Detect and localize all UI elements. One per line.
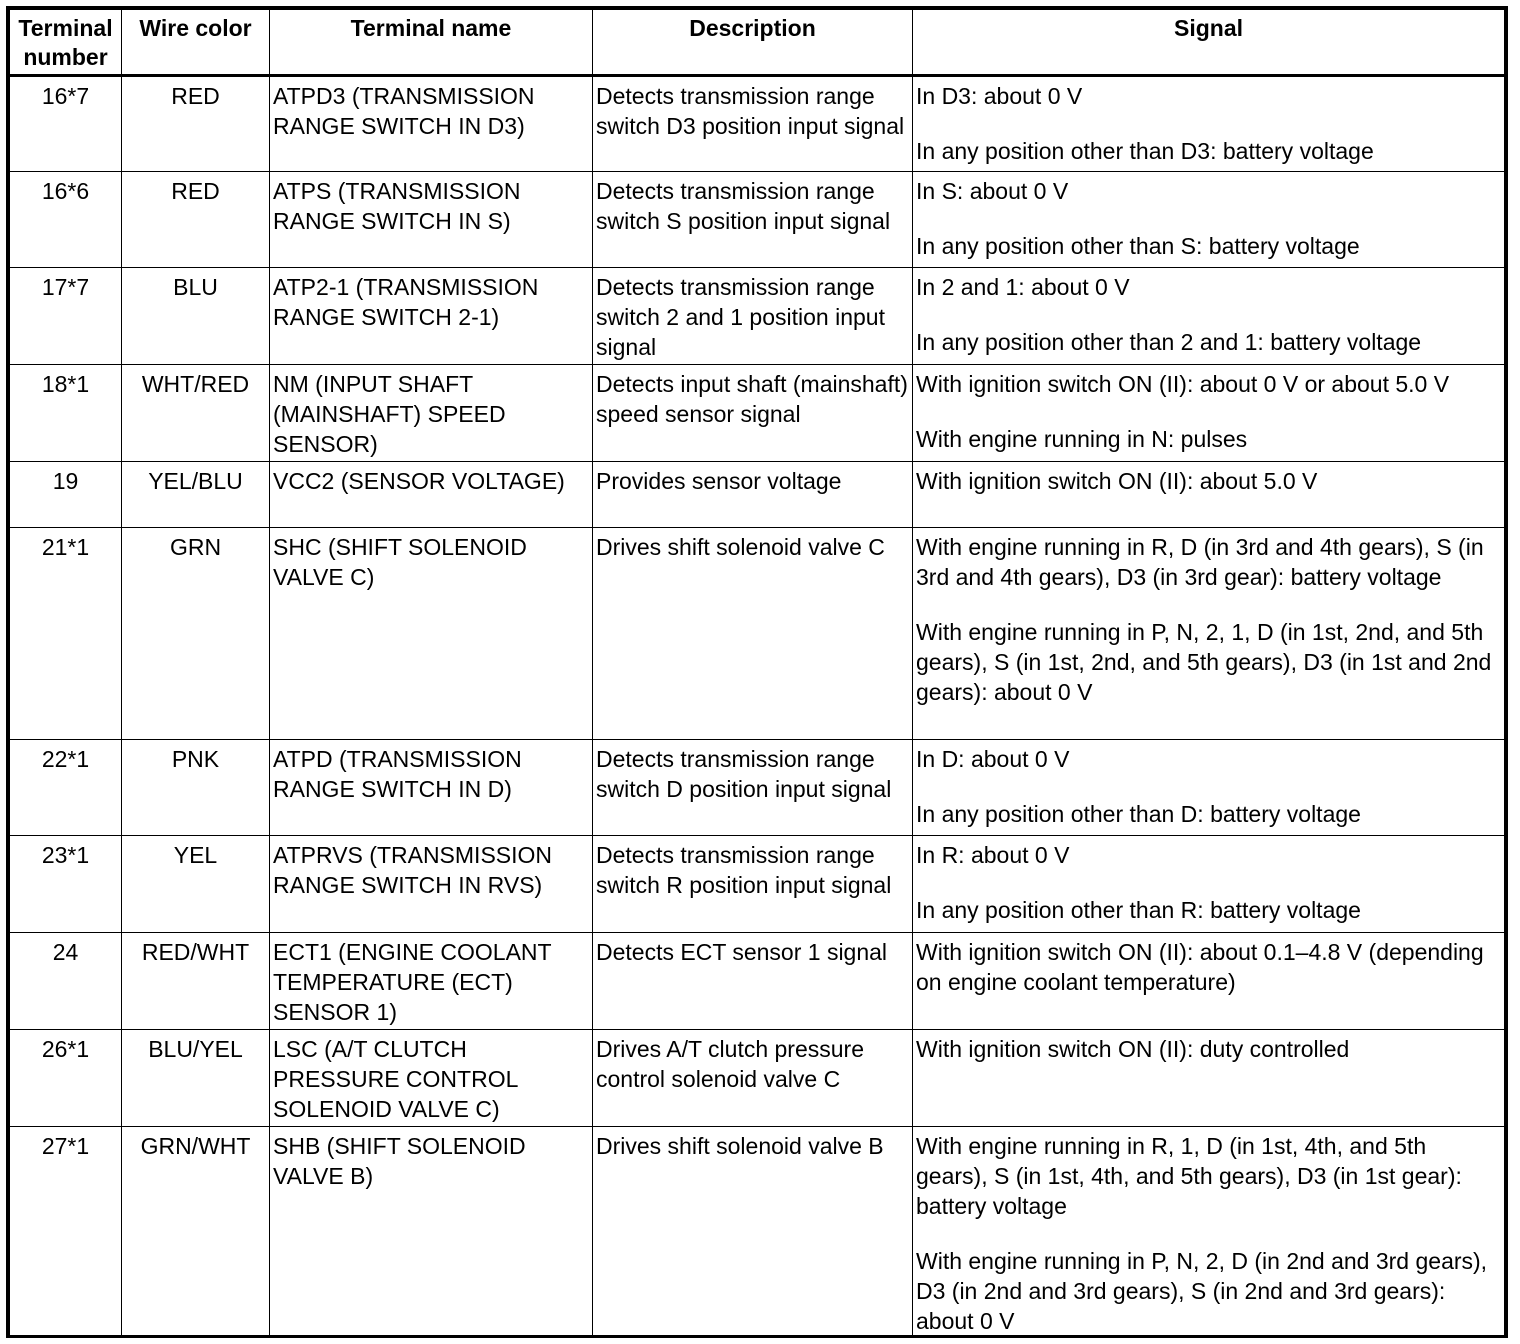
terminal-table-frame — [6, 6, 1508, 1338]
terminal-number-cell: 18*1 — [10, 365, 122, 462]
signal-line: In D: about 0 V — [916, 746, 1070, 772]
signal-line: In any position other than D: battery voltage — [916, 801, 1361, 827]
description-cell: Drives A/T clutch pressure control solenoid valve C — [593, 1030, 913, 1127]
signal-line: In any position other than R: battery voltage — [916, 897, 1361, 923]
wire-color-cell: GRN — [122, 528, 270, 740]
signal-line: With engine running in N: pulses — [916, 426, 1248, 452]
table-row — [10, 172, 1505, 268]
signal-cell — [913, 462, 1505, 528]
description-cell: Drives shift solenoid valve C — [593, 528, 913, 740]
signal-line: With engine running in P, N, 2, 1, D (in 1st, 2nd, and 5th gears), S (in 1st, 2nd, and 5th gears), D3 (in 1st and 2nd gears): about 0 V — [916, 619, 1492, 705]
wire-color-cell: PNK — [122, 740, 270, 836]
terminal-name-cell: ATPRVS (TRANSMISSION RANGE SWITCH IN RVS) — [270, 836, 593, 933]
terminal-number-cell: 26*1 — [10, 1030, 122, 1127]
signal-line: With engine running in P, N, 2, D (in 2nd and 3rd gears), D3 (in 2nd and 3rd gears), S (in 2nd and 3rd gears): about 0 V — [916, 1248, 1488, 1334]
table-row — [10, 462, 1505, 528]
signal-cell — [913, 1030, 1505, 1127]
terminal-table — [9, 9, 1505, 1338]
terminal-name-cell: ATPD3 (TRANSMISSION RANGE SWITCH IN D3) — [270, 76, 593, 172]
table-row — [10, 365, 1505, 462]
description-cell: Detects transmission range switch S position input signal — [593, 172, 913, 268]
signal-cell — [913, 740, 1505, 836]
table-row — [10, 528, 1505, 740]
terminal-number-cell: 22*1 — [10, 740, 122, 836]
terminal-number-cell: 16*6 — [10, 172, 122, 268]
terminal-name-cell: VCC2 (SENSOR VOLTAGE) — [270, 462, 593, 528]
table-row — [10, 1030, 1505, 1127]
wire-color-cell: GRN/WHT — [122, 1127, 270, 1339]
signal-line: With ignition switch ON (II): about 0 V or about 5.0 V — [916, 371, 1450, 397]
signal-line: In D3: about 0 V — [916, 83, 1083, 109]
wire-color-cell: RED — [122, 172, 270, 268]
terminal-number-cell: 27*1 — [10, 1127, 122, 1339]
description-cell: Drives shift solenoid valve B — [593, 1127, 913, 1339]
signal-line: In S: about 0 V — [916, 178, 1069, 204]
header-terminal-name: Terminal name — [270, 10, 593, 76]
signal-line: In 2 and 1: about 0 V — [916, 274, 1130, 300]
terminal-name-cell: LSC (A/T CLUTCH PRESSURE CONTROL SOLENOID VALVE C) — [270, 1030, 593, 1127]
table-row — [10, 76, 1505, 172]
terminal-name-cell: ATPS (TRANSMISSION RANGE SWITCH IN S) — [270, 172, 593, 268]
wire-color-cell: YEL — [122, 836, 270, 933]
signal-line: In any position other than D3: battery voltage — [916, 138, 1374, 164]
table-row — [10, 933, 1505, 1030]
header-description: Description — [593, 10, 913, 76]
wire-color-cell: RED — [122, 76, 270, 172]
signal-cell — [913, 172, 1505, 268]
signal-line: In any position other than S: battery voltage — [916, 233, 1360, 259]
signal-cell — [913, 1127, 1505, 1339]
description-cell: Detects transmission range switch 2 and 1 position input signal — [593, 268, 913, 365]
signal-cell — [913, 76, 1505, 172]
wire-color-cell: YEL/BLU — [122, 462, 270, 528]
header-signal: Signal — [913, 10, 1505, 76]
terminal-name-cell: NM (INPUT SHAFT (MAINSHAFT) SPEED SENSOR) — [270, 365, 593, 462]
signal-line: In R: about 0 V — [916, 842, 1070, 868]
terminal-name-cell: ECT1 (ENGINE COOLANT TEMPERATURE (ECT) SENSOR 1) — [270, 933, 593, 1030]
signal-cell — [913, 933, 1505, 1030]
table-row — [10, 836, 1505, 933]
description-cell: Detects ECT sensor 1 signal — [593, 933, 913, 1030]
terminal-number-cell: 21*1 — [10, 528, 122, 740]
signal-line: With ignition switch ON (II): about 5.0 V — [916, 468, 1318, 494]
signal-cell — [913, 836, 1505, 933]
description-cell: Detects transmission range switch R position input signal — [593, 836, 913, 933]
table-row — [10, 740, 1505, 836]
signal-cell — [913, 528, 1505, 740]
wire-color-cell: WHT/RED — [122, 365, 270, 462]
table-header-row — [10, 10, 1505, 76]
terminal-number-cell: 23*1 — [10, 836, 122, 933]
terminal-name-cell: ATP2-1 (TRANSMISSION RANGE SWITCH 2-1) — [270, 268, 593, 365]
terminal-number-cell: 19 — [10, 462, 122, 528]
terminal-number-cell: 24 — [10, 933, 122, 1030]
header-terminal-number: Terminal number — [10, 10, 122, 76]
signal-line: With ignition switch ON (II): duty controlled — [916, 1036, 1350, 1062]
terminal-number-cell: 17*7 — [10, 268, 122, 365]
header-wire-color: Wire color — [122, 10, 270, 76]
terminal-name-cell: ATPD (TRANSMISSION RANGE SWITCH IN D) — [270, 740, 593, 836]
description-cell: Provides sensor voltage — [593, 462, 913, 528]
wire-color-cell: BLU/YEL — [122, 1030, 270, 1127]
description-cell: Detects transmission range switch D position input signal — [593, 740, 913, 836]
table-row — [10, 1127, 1505, 1339]
description-cell: Detects transmission range switch D3 position input signal — [593, 76, 913, 172]
signal-line: With ignition switch ON (II): about 0.1–4.8 V (depending on engine coolant temperature) — [916, 939, 1484, 995]
signal-cell — [913, 365, 1505, 462]
signal-line: In any position other than 2 and 1: battery voltage — [916, 329, 1422, 355]
terminal-name-cell: SHB (SHIFT SOLENOID VALVE B) — [270, 1127, 593, 1339]
wire-color-cell: RED/WHT — [122, 933, 270, 1030]
signal-line: With engine running in R, D (in 3rd and 4th gears), S (in 3rd and 4th gears), D3 (in 3rd gear): battery voltage — [916, 534, 1484, 590]
table-row — [10, 268, 1505, 365]
signal-cell — [913, 268, 1505, 365]
terminal-number-cell: 16*7 — [10, 76, 122, 172]
terminal-name-cell: SHC (SHIFT SOLENOID VALVE C) — [270, 528, 593, 740]
description-cell: Detects input shaft (mainshaft) speed sensor signal — [593, 365, 913, 462]
wire-color-cell: BLU — [122, 268, 270, 365]
signal-line: With engine running in R, 1, D (in 1st, 4th, and 5th gears), S (in 1st, 4th, and 5th gears), D3 (in 1st gear): battery voltage — [916, 1133, 1462, 1219]
